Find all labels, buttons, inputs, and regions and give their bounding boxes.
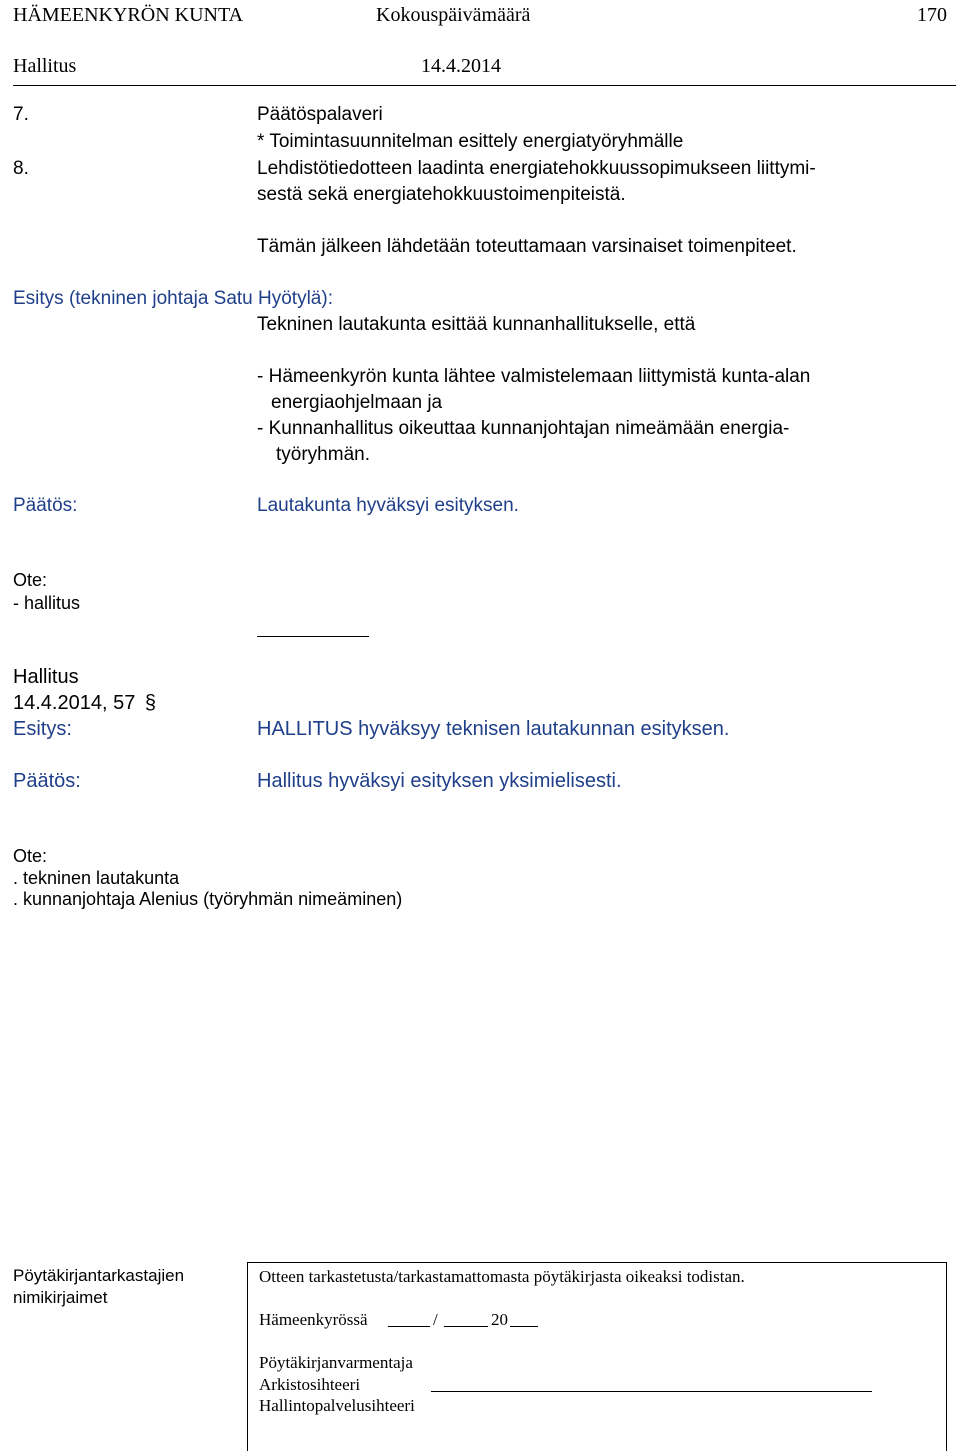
month-blank — [444, 1326, 488, 1327]
paatos-text: Hallitus hyväksyi esityksen yksimielisesti. — [257, 770, 622, 792]
ote-heading: Ote: — [13, 846, 48, 866]
page-number: 170 — [917, 4, 947, 26]
esitys-bullet: - Hämeenkyrön kunta lähtee valmistelemaan liittymistä kunta-alan — [257, 366, 811, 387]
ote-item: . kunnanjohtaja Alenius (työryhmän nimeäminen) — [13, 889, 403, 909]
year-prefix: 20 — [491, 1310, 508, 1329]
paatos-heading: Päätös: — [13, 495, 78, 516]
footer-initials-label-continued: nimikirjaimet — [13, 1288, 108, 1307]
ote-heading: Ote: — [13, 570, 48, 590]
section-sign-icon: § — [144, 692, 157, 714]
esitys-bullet-continued: työryhmän. — [276, 444, 370, 465]
item-number: 7. — [13, 104, 29, 125]
day-blank — [388, 1326, 430, 1327]
role-label: Arkistosihteeri — [259, 1375, 361, 1394]
esitys-heading: Esitys: — [13, 718, 72, 740]
item-title: Päätöspalaveri — [257, 104, 383, 125]
role-label: Hallintopalvelusihteeri — [259, 1396, 415, 1415]
header-date: 14.4.2014 — [421, 55, 501, 77]
signature-line — [431, 1391, 872, 1392]
ote-item: . tekninen lautakunta — [13, 868, 180, 888]
paatos-heading: Päätös: — [13, 770, 81, 792]
header-divider — [13, 85, 956, 86]
item-number: 8. — [13, 158, 29, 179]
hallitus-body: Hallitus — [13, 666, 79, 688]
footer-initials-label: Pöytäkirjantarkastajien — [13, 1266, 185, 1285]
esitys-heading: Esitys (tekninen johtaja Satu Hyötylä): — [13, 288, 333, 309]
role-label: Pöytäkirjanvarmentaja — [259, 1353, 413, 1372]
header-body: Hallitus — [13, 55, 77, 77]
date-separator: / — [433, 1310, 438, 1329]
esitys-text: HALLITUS hyväksyy teknisen lautakunnan esityksen. — [257, 718, 730, 740]
after-text: Tämän jälkeen lähdetään toteuttamaan varsinaiset toimenpiteet. — [257, 236, 797, 257]
item-subtitle: * Toimintasuunnitelman esittely energiatyöryhmälle — [257, 131, 684, 152]
item-title-continued: sestä sekä energiatehokkuustoimenpiteistä. — [257, 184, 626, 205]
hallitus-ref-text: 14.4.2014, 57 — [13, 692, 136, 714]
signature-place: Hämeenkyrössä — [259, 1310, 368, 1329]
year-blank — [510, 1326, 538, 1327]
esitys-intro: Tekninen lautakunta esittää kunnanhallitukselle, että — [257, 314, 696, 335]
section-divider — [257, 636, 369, 637]
esitys-bullet: - Kunnanhallitus oikeuttaa kunnanjohtajan nimeämään energia- — [257, 418, 790, 439]
hallitus-reference — [13, 692, 156, 715]
paatos-text: Lautakunta hyväksyi esityksen. — [257, 495, 519, 516]
item-title: Lehdistötiedotteen laadinta energiatehokkuussopimukseen liittymi- — [257, 158, 816, 179]
esitys-bullet-continued: energiaohjelmaan ja — [271, 392, 443, 413]
document-type: Kokouspäivämäärä — [376, 4, 531, 26]
municipality-name: HÄMEENKYRÖN KUNTA — [13, 4, 244, 26]
ote-item: - hallitus — [13, 593, 81, 613]
certification-text: Otteen tarkastetusta/tarkastamattomasta pöytäkirjasta oikeaksi todistan. — [259, 1267, 745, 1286]
